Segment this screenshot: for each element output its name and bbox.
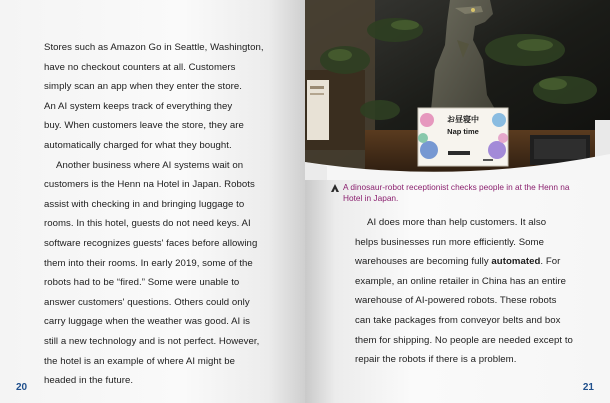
sign-subtitle: Nap time: [447, 127, 479, 136]
text-line: answer customers' questions. Others could only: [44, 296, 250, 308]
text-line: Stores such as Amazon Go in Seattle, Washington,: [44, 42, 264, 53]
text-line: rooms. In this hotel, guests do not need keys. AI: [44, 218, 251, 230]
text-line: customers is the Henn na Hotel in Japan. Robots: [44, 179, 255, 191]
text-segment: warehouses are becoming fully: [355, 256, 492, 268]
photo-curve: [305, 140, 610, 180]
text-line: software recognizes guests' faces before allowing: [44, 237, 258, 249]
text-line: AI does more than help customers. It also: [367, 217, 547, 228]
text-line: robots had to be “fired.” Some were unable to: [44, 277, 240, 289]
text-line: example, an online retailer in China has an entire: [355, 275, 567, 287]
text-line: simply scan an app when they enter the store.: [44, 81, 242, 93]
text-line: headed in the future.: [44, 375, 134, 387]
photo-caption: A dinosaur-robot receptionist checks people in at the Henn na Hotel in Japan.: [343, 182, 570, 204]
vocab-term: automated: [491, 256, 541, 268]
left-page-text: [44, 38, 276, 391]
text-line: An AI system keeps track of everything they: [44, 100, 233, 112]
page-number-left: 20: [16, 382, 28, 393]
text-line: helps businesses run more efficiently. Some: [355, 236, 544, 248]
text-line: them into their rooms. In early 2019, some of the: [44, 257, 253, 269]
text-line: can take packages from conveyor belts and box: [355, 314, 561, 326]
text-line: buy. When customers leave the store, they are: [44, 120, 244, 132]
text-line: carry luggage when the weather was good. AI is: [44, 316, 251, 328]
page-number-right: 21: [582, 382, 594, 393]
caption-triangle-icon: [330, 183, 340, 193]
text-line: still a new technology and is not perfect. However,: [44, 335, 260, 347]
text-line: automatically charged for what they bought.: [44, 139, 232, 151]
text-line: have no checkout counters at all. Customers: [44, 61, 236, 73]
text-line: them for shipping. No people are needed except to: [355, 334, 573, 346]
sign-title: お昼寝中: [447, 115, 479, 124]
text-line: the hotel is an example of where AI might be: [44, 355, 235, 367]
text-segment: . For: [540, 256, 561, 268]
text-line: [355, 252, 577, 272]
text-line: assist with checking in and bringing luggage to: [44, 198, 245, 210]
text-line: repair the robots if there is a problem.: [355, 354, 517, 366]
right-page-text: [355, 213, 577, 370]
text-line: Another business where AI systems wait on: [56, 159, 244, 171]
text-line: warehouse of AI-powered robots. These robots: [355, 295, 557, 307]
